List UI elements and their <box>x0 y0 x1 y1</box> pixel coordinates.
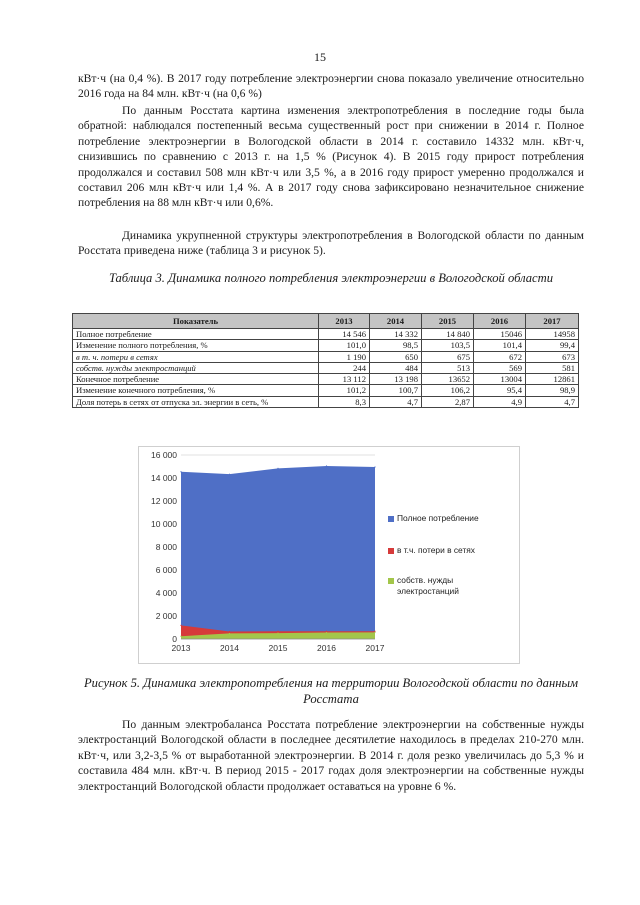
table-cell: 8,3 <box>319 396 370 407</box>
y-tick-label: 12 000 <box>151 496 177 506</box>
table-cell: 103,5 <box>422 340 474 351</box>
table-row <box>73 351 579 362</box>
table-cell: 100,7 <box>370 385 422 396</box>
data-point-series-1 <box>326 631 327 632</box>
page-number: 15 <box>314 50 326 64</box>
table-cell: 101,2 <box>319 385 370 396</box>
paragraph-structure: Динамика укрупненной структуры электропотребления в Вологодской области по данным Росстата приведена ниже (таблица 3 и рисунок 5). <box>78 229 584 258</box>
table-row-label: Изменение конечного потребления, % <box>73 385 319 396</box>
data-point-series-1 <box>180 625 181 626</box>
data-point-series-0 <box>374 466 375 467</box>
x-tick-label: 2013 <box>171 643 191 653</box>
y-tick-label: 10 000 <box>151 519 177 529</box>
table-row <box>73 396 579 407</box>
table-cell: 13652 <box>422 374 474 385</box>
legend-swatch-own-needs <box>388 578 394 584</box>
table-cell: 15046 <box>474 329 526 340</box>
table-cell: 484 <box>370 362 422 373</box>
table-cell: 95,4 <box>474 385 526 396</box>
x-tick-label: 2014 <box>220 643 239 653</box>
table-cell: 1 190 <box>319 351 370 362</box>
table-row-label: Конечное потребление <box>73 374 319 385</box>
data-point-series-0 <box>277 468 278 469</box>
table-cell: 14 332 <box>370 329 422 340</box>
table-header-cell: 2014 <box>370 314 422 329</box>
data-point-series-1 <box>229 631 230 632</box>
data-point-series-0 <box>180 471 181 472</box>
table-cell: 673 <box>526 351 579 362</box>
table-row-label: Доля потерь в сетях от отпуска эл. энергии в сеть, % <box>73 396 319 407</box>
table-cell: 675 <box>422 351 474 362</box>
data-point-series-1 <box>374 631 375 632</box>
table-row <box>73 385 579 396</box>
table-header-cell: 2015 <box>422 314 474 329</box>
y-tick-label: 6 000 <box>155 565 177 575</box>
table-cell: 581 <box>526 362 579 373</box>
table-cell: 101,4 <box>474 340 526 351</box>
data-point-series-2 <box>229 633 230 634</box>
figure-caption: Рисунок 5. Динамика электропотребления на территории Вологодской области по данным Росстата <box>83 676 579 706</box>
table-cell: 4,7 <box>370 396 422 407</box>
table-cell: 14 840 <box>422 329 474 340</box>
table-cell: 244 <box>319 362 370 373</box>
legend-label-own-needs: собств. нужды электростанций <box>397 575 459 596</box>
table-cell: 14958 <box>526 329 579 340</box>
table-cell: 106,2 <box>422 385 474 396</box>
paragraph-intro: кВт·ч (на 0,4 %). В 2017 году потребление электроэнергии снова показало увеличение относительно 2016 года на 84 млн. кВт·ч (на 0,6 %) <box>78 72 584 101</box>
table-row <box>73 340 579 351</box>
table-cell: 569 <box>474 362 526 373</box>
y-tick-label: 2 000 <box>155 611 177 621</box>
x-tick-label: 2015 <box>268 643 288 653</box>
paragraph-own-needs: По данным электробаланса Росстата потребление электроэнергии на собственные нужды электростанций Вологодской области в последнее десятилетие находилось в пределах 210-270 млн. кВт·ч, или 3,2-3,5 % от выработанной электроэнергии. В 2014 г. доля резко увеличилась до 5,3 % и составила 484 млн. кВт·ч. В период 2015 - 2017 годах доля электроэнергии на собственные нужды электростанций Вологодской области продолжает оставаться на уровне 6 %. <box>78 718 584 793</box>
table-row-label: Изменение полного потребления, % <box>73 340 319 351</box>
legend-swatch-losses <box>388 548 394 554</box>
consumption-table <box>72 313 579 408</box>
table-cell: 650 <box>370 351 422 362</box>
data-point-series-0 <box>326 465 327 466</box>
data-point-series-2 <box>374 632 375 633</box>
table-cell: 14 546 <box>319 329 370 340</box>
y-tick-label: 0 <box>172 634 177 644</box>
data-point-series-2 <box>180 636 181 637</box>
table-cell: 13 112 <box>319 374 370 385</box>
table-cell: 12861 <box>526 374 579 385</box>
table-cell: 13004 <box>474 374 526 385</box>
y-tick-label: 14 000 <box>151 473 177 483</box>
area-series-0 <box>181 466 375 639</box>
legend-item-total <box>397 513 515 524</box>
table-row <box>73 374 579 385</box>
y-tick-label: 16 000 <box>151 450 177 460</box>
legend-label-total: Полное потребление <box>397 513 479 523</box>
data-point-series-2 <box>326 632 327 633</box>
table-cell: 13 198 <box>370 374 422 385</box>
table-cell: 513 <box>422 362 474 373</box>
table-cell: 98,5 <box>370 340 422 351</box>
legend-swatch-total <box>388 516 394 522</box>
table-row <box>73 362 579 373</box>
table-cell: 4,9 <box>474 396 526 407</box>
legend-item-own-needs <box>397 575 515 597</box>
table-cell: 99,4 <box>526 340 579 351</box>
table-row <box>73 329 579 340</box>
table-cell: 4,7 <box>526 396 579 407</box>
y-tick-label: 4 000 <box>155 588 177 598</box>
paragraph-rosstat: По данным Росстата картина изменения электропотребления в последние годы была обратной: наблюдался постепенный весьма существенный рост при снижении в 2014 г. Полное потребление электроэнергии в Вологодской области в 2014 г. составило 14332 млн. кВт·ч, снизившись по сравнению с 2013 г. на 1,5 % (Рисунок 4). В 2015 году прирост потребления продолжался и составил 508 млн кВт·ч или 3,5 %, а в 2016 году прирост умеренно продолжался и составил 206 млн кВт·ч или 1,4 %. А в 2017 году снова зафиксировано незначительное снижение потребления на 88 млн кВт·ч или 0,6%. <box>78 104 584 210</box>
table-header-row <box>73 314 579 329</box>
data-point-series-2 <box>277 633 278 634</box>
table-cell: 672 <box>474 351 526 362</box>
consumption-chart <box>138 446 520 664</box>
table-row-label: собств. нужды электростанций <box>73 362 319 373</box>
data-point-series-1 <box>277 631 278 632</box>
y-tick-label: 8 000 <box>155 542 177 552</box>
data-point-series-0 <box>229 474 230 475</box>
table-header-cell: Показатель <box>73 314 319 329</box>
table-cell: 101,0 <box>319 340 370 351</box>
table-caption: Таблица 3. Динамика полного потребления электроэнергии в Вологодской области <box>108 271 554 285</box>
table-row-label: Полное потребление <box>73 329 319 340</box>
table-cell: 2,87 <box>422 396 474 407</box>
table-row-label: в т. ч. потери в сетях <box>73 351 319 362</box>
x-tick-label: 2017 <box>365 643 385 653</box>
table-cell: 98,9 <box>526 385 579 396</box>
table-header-cell: 2017 <box>526 314 579 329</box>
legend-item-losses <box>397 545 515 556</box>
table-header-cell: 2013 <box>319 314 370 329</box>
legend-label-losses: в т.ч. потери в сетях <box>397 545 475 555</box>
x-tick-label: 2016 <box>317 643 336 653</box>
table-header-cell: 2016 <box>474 314 526 329</box>
